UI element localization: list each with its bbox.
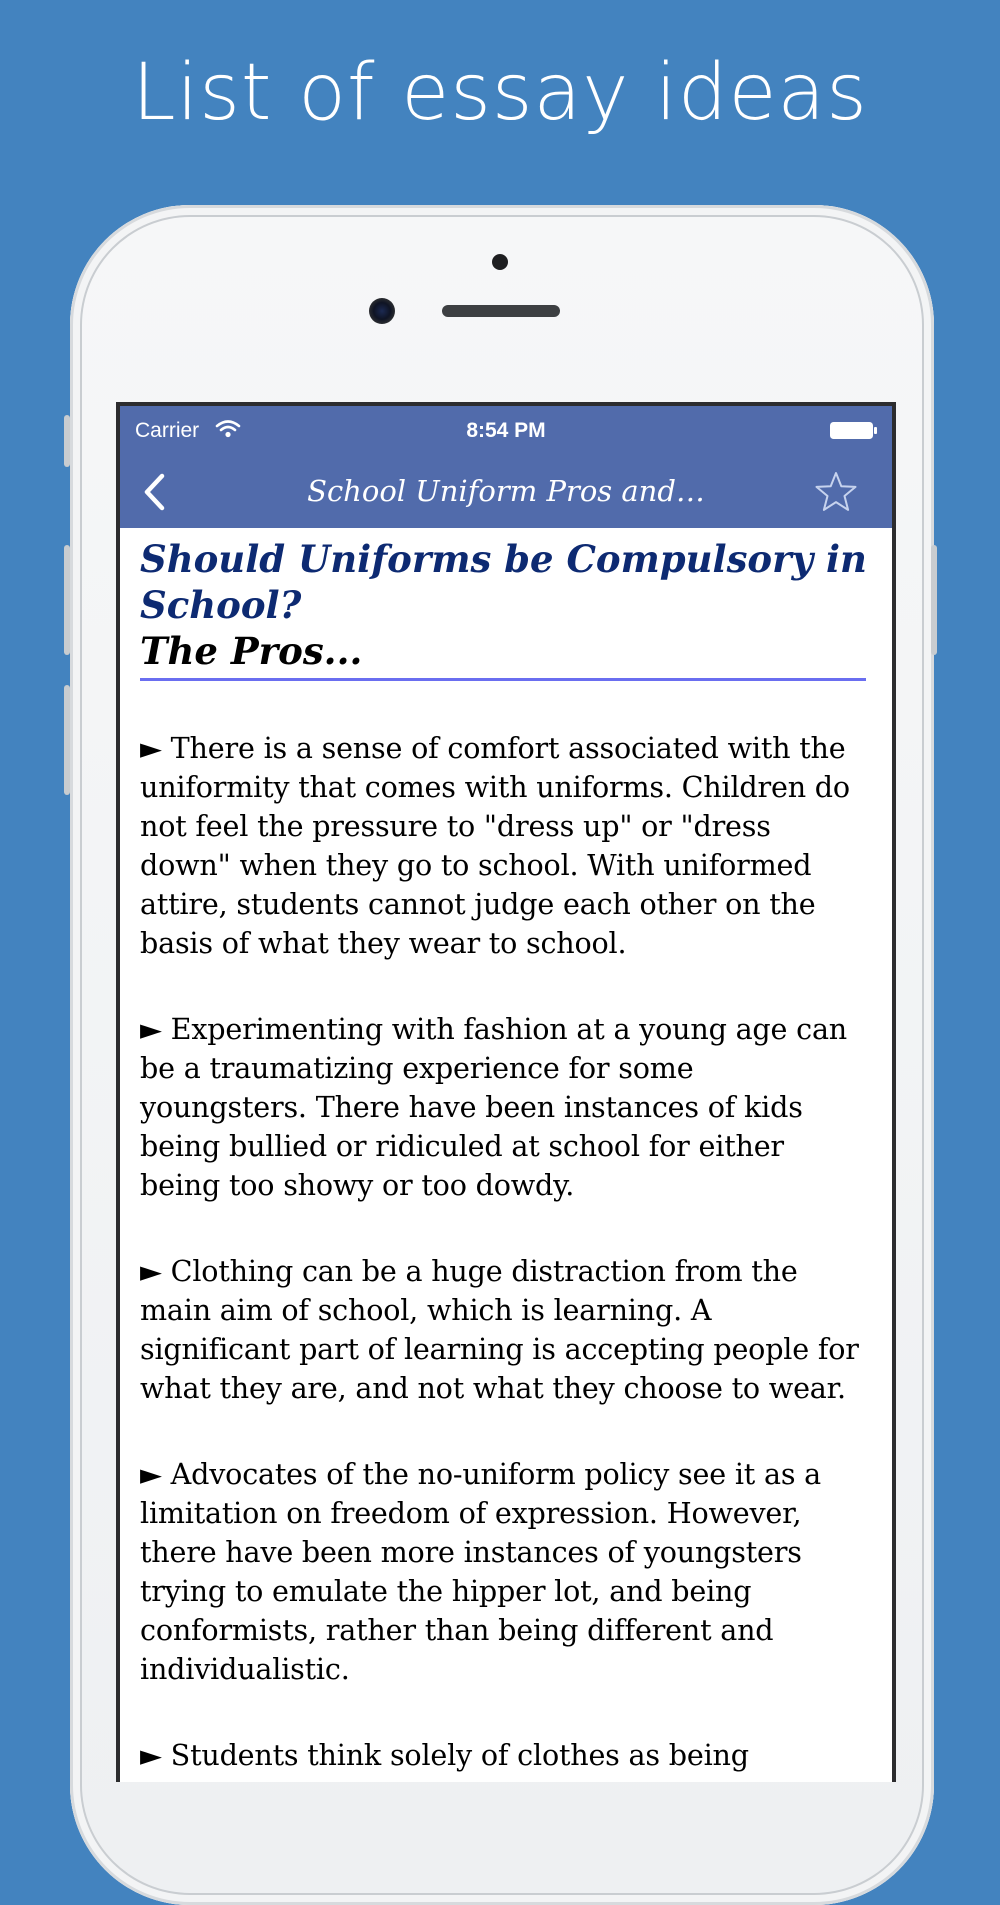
article-paragraph: ► Experimenting with fashion at a young age can be a traumatizing experience for some youngsters. There have been instances of kids being bullied or ridiculed at school for either being too showy or too dowdy. bbox=[140, 1012, 848, 1202]
article-paragraph: ► Advocates of the no-uniform policy see it as a limitation on freedom of expression. However, there have been more instances of youngsters trying to emulate the hipper lot, and being conformists, rather than being different and individualistic. bbox=[140, 1457, 822, 1686]
article-content bbox=[140, 528, 868, 1775]
article-paragraph: ► Clothing can be a huge distraction from the main aim of school, which is learning. A significant part of learning is accepting people for what they are, and not what they choose to wear. bbox=[140, 1254, 859, 1405]
navigation-bar bbox=[120, 456, 892, 528]
article-heading: Should Uniforms be Compulsory in School? bbox=[140, 537, 867, 627]
article-paragraph: ► Students think solely of clothes as being bbox=[140, 1738, 749, 1772]
front-camera bbox=[369, 298, 395, 324]
nav-title: School Uniform Pros and… bbox=[307, 474, 705, 508]
status-bar bbox=[120, 406, 892, 456]
battery-icon bbox=[830, 422, 878, 439]
heading-divider bbox=[140, 678, 866, 681]
favorite-star-icon[interactable] bbox=[814, 470, 858, 514]
earpiece-speaker bbox=[442, 305, 560, 317]
promo-title: List of essay ideas bbox=[132, 48, 868, 138]
phone-screen bbox=[116, 402, 896, 1782]
article-paragraph: ► There is a sense of comfort associated with the uniformity that comes with uniforms. Children do not feel the pressure to "dress up" or "dress down" when they go to school. With uniformed attire, students cannot judge each other on the basis of what they wear to school. bbox=[140, 731, 850, 960]
status-time: 8:54 PM bbox=[466, 419, 546, 442]
carrier-label: Carrier bbox=[135, 419, 200, 442]
power-button bbox=[931, 545, 937, 655]
back-chevron-icon[interactable] bbox=[138, 472, 172, 512]
volume-down-button bbox=[64, 685, 70, 795]
article-subheading: The Pros... bbox=[140, 629, 363, 673]
volume-up-button bbox=[64, 545, 70, 655]
proximity-sensor bbox=[492, 254, 508, 270]
mute-switch bbox=[64, 415, 70, 467]
